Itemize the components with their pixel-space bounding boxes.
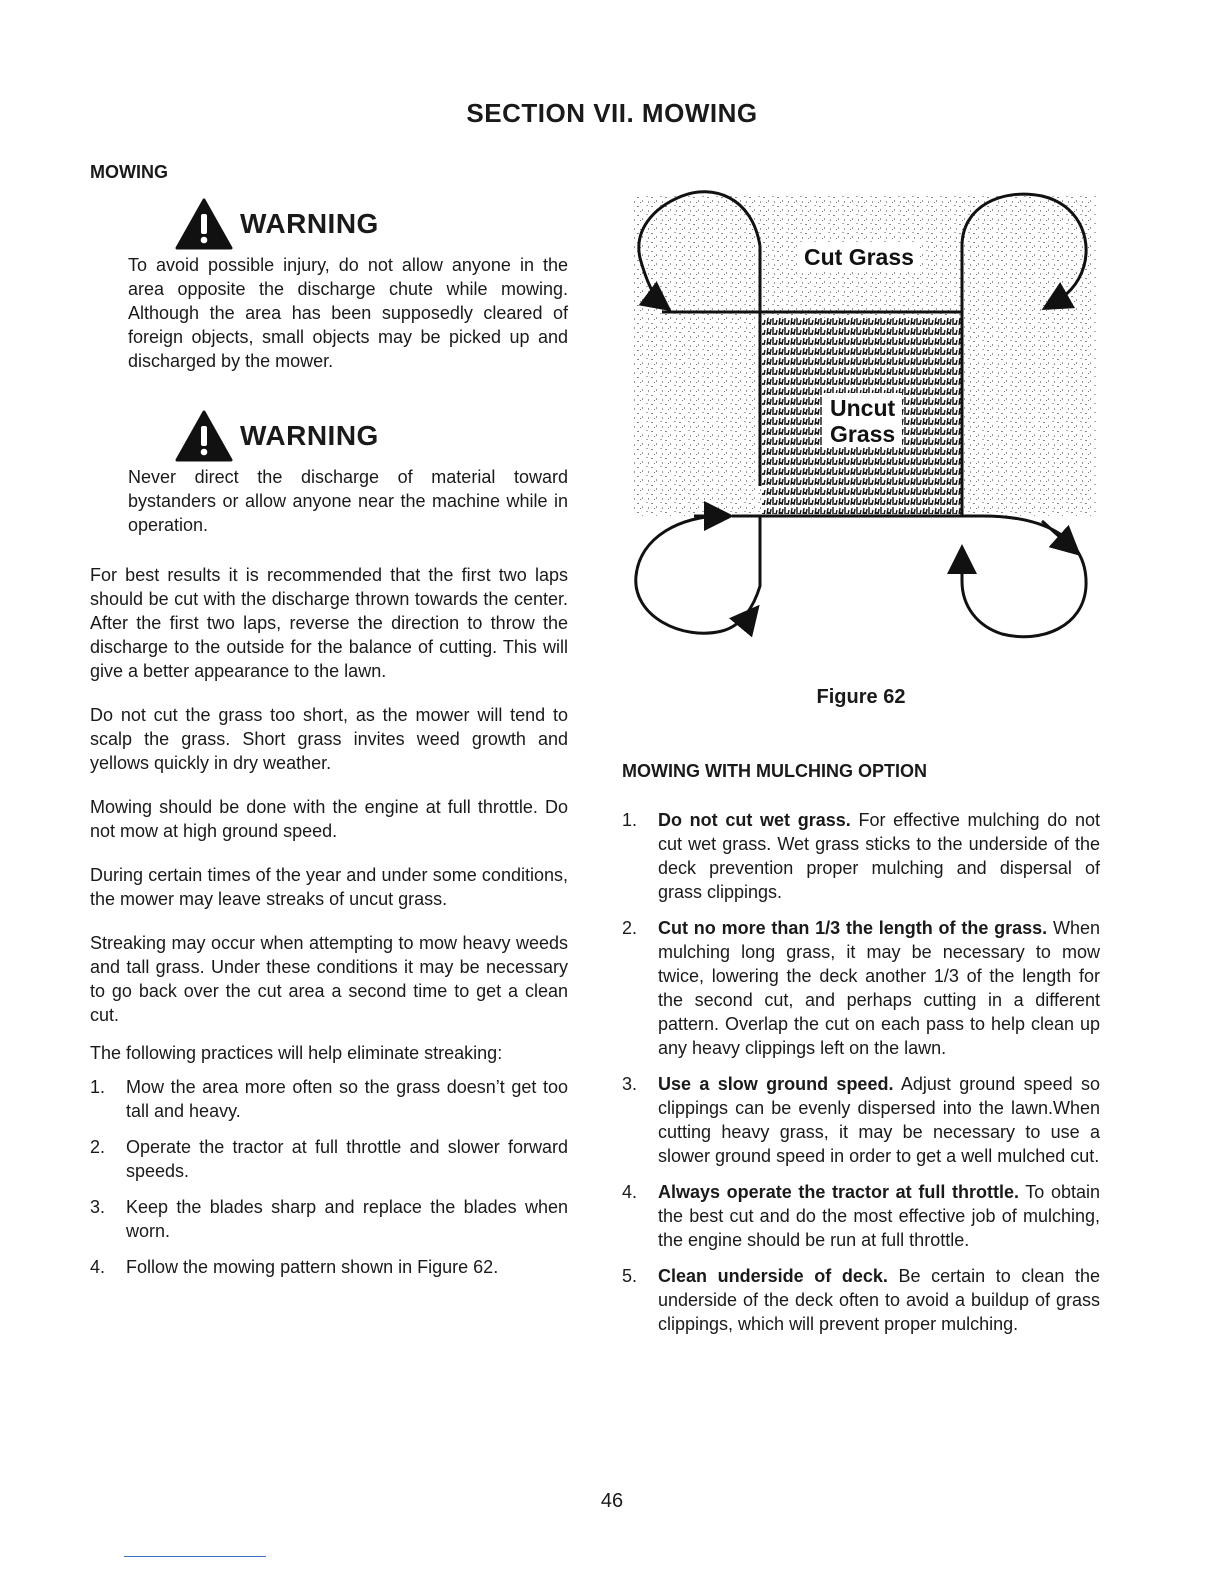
paragraph: Streaking may occur when attempting to mow heavy weeds and tall grass. Under these conditions it may be necessary to go back over the cut area a second time to get a clean cut. <box>90 933 568 1025</box>
mowing-heading: MOWING <box>90 162 168 182</box>
figure-62 <box>622 186 1100 646</box>
warning-2-label: WARNING <box>240 420 379 451</box>
left-column <box>90 162 568 1291</box>
warning-2-text: Never direct the discharge of material toward bystanders or allow anyone near the machine while in operation. <box>128 467 568 535</box>
list-item: 2. Operate the tractor at full throttle and slower forward speeds. <box>90 1137 568 1181</box>
figure-caption: Figure 62 <box>816 686 906 708</box>
list-item: 5. Clean underside of deck. Be certain to clean the underside of the deck often to avoid a buildup of grass clippings, which will prevent proper mulching. <box>622 1266 1100 1334</box>
warning-1-label: WARNING <box>240 208 379 239</box>
mulching-heading: MOWING WITH MULCHING OPTION <box>622 761 927 781</box>
list-item: 3. Keep the blades sharp and replace the blades when worn. <box>90 1197 568 1241</box>
list-item: 3. Use a slow ground speed. Adjust ground speed so clippings can be evenly dispersed into the lawn.When cutting heavy grass, it may be necessary to use a slower ground speed in order to get a well mulched cut. <box>622 1074 1100 1166</box>
paragraph: During certain times of the year and under some conditions, the mower may leave streaks of uncut grass. <box>90 865 568 909</box>
list-item: 1. Mow the area more often so the grass doesn’t get too tall and heavy. <box>90 1077 568 1121</box>
list-item: 1. Do not cut wet grass. For effective mulching do not cut wet grass. Wet grass sticks to the underside of the deck prevention proper mulching and dispersal of grass clippings. <box>622 810 1100 902</box>
list-item: 2. Cut no more than 1/3 the length of the grass. When mulching long grass, it may be necessary to mow twice, lowering the deck another 1/3 of the length for the second cut, and perhaps cutting in a different pattern. Overlap the cut on each pass to help clean up any heavy clippings left on the lawn. <box>622 918 1100 1058</box>
practices-list <box>90 1075 568 1279</box>
paragraph: Mowing should be done with the engine at full throttle. Do not mow at high ground speed. <box>90 797 568 841</box>
list-item: 4. Follow the mowing pattern shown in Figure 62. <box>90 1257 499 1277</box>
footer-rule <box>124 1556 266 1557</box>
right-column <box>622 186 1100 1334</box>
paragraph: Do not cut the grass too short, as the mower will tend to scalp the grass. Short grass invites weed growth and yellows quickly in dry weather. <box>90 705 568 773</box>
warning-triangle-icon <box>174 409 234 463</box>
page-number: 46 <box>600 1490 624 1512</box>
warning-1-header <box>174 197 568 251</box>
warning-triangle-icon <box>174 197 234 251</box>
uncut-grass-label-line1: Uncut <box>830 395 896 421</box>
uncut-grass-label-line2: Grass <box>830 421 896 447</box>
paragraph: For best results it is recommended that the first two laps should be cut with the discharge thrown towards the center. After the first two laps, reverse the direction to throw the discharge to the outside for the balance of cutting. This will give a better appearance to the lawn. <box>90 565 568 681</box>
warning-2-header <box>174 409 568 463</box>
cut-grass-label: Cut Grass <box>804 244 914 270</box>
warning-1-text: To avoid possible injury, do not allow anyone in the area opposite the discharge chute while mowing. Although the area has been supposedly cleared of foreign objects, small objects may be picked up and discharged by the mower. <box>128 255 568 371</box>
page-title: SECTION VII. MOWING <box>466 98 758 128</box>
list-item: 4. Always operate the tractor at full throttle. To obtain the best cut and do the most effective job of mulching, the engine should be run at full throttle. <box>622 1182 1100 1250</box>
mowing-pattern-diagram <box>622 186 1100 646</box>
practices-intro: The following practices will help eliminate streaking: <box>90 1043 503 1063</box>
mulching-list <box>622 808 1100 1348</box>
